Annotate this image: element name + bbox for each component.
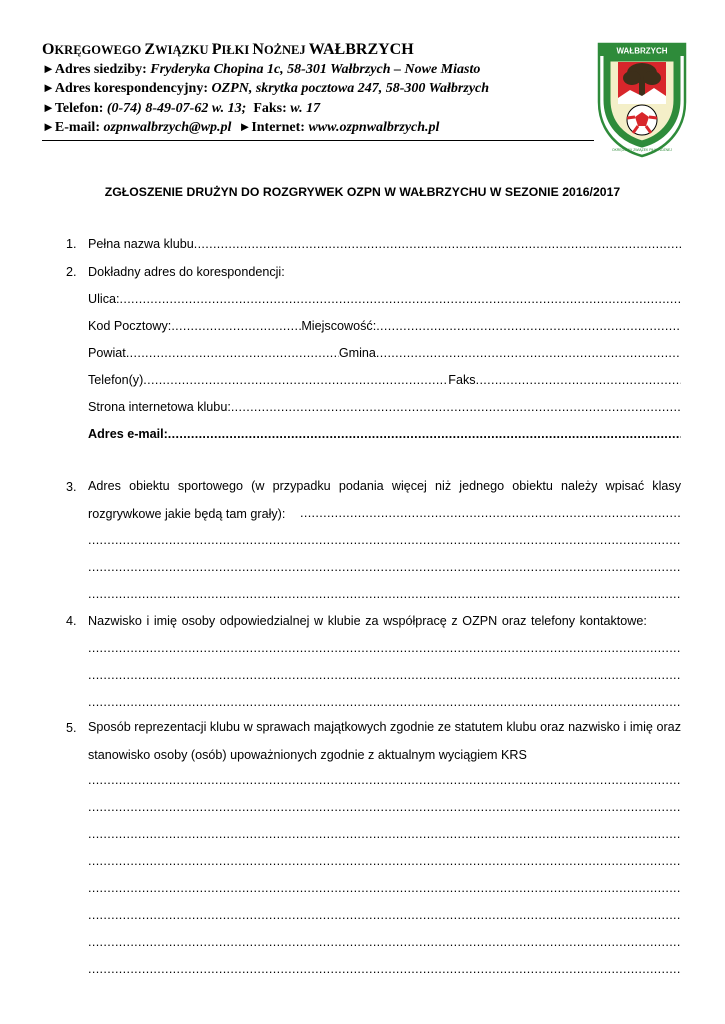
arrow-bullet-icon: ► [42, 60, 55, 76]
website-link[interactable]: www.ozpnwalbrzych.pl [308, 120, 440, 135]
arrow-bullet-icon: ► [42, 80, 55, 95]
fill-line[interactable] [126, 343, 339, 363]
fill-line[interactable] [376, 343, 681, 363]
item-number: 3. [66, 480, 77, 494]
contact-field[interactable] [88, 692, 681, 712]
contact-field[interactable] [88, 665, 681, 685]
fill-line[interactable] [88, 824, 681, 844]
fill-line[interactable] [88, 665, 681, 685]
email-field[interactable]: Adres e-mail: ..... [88, 424, 681, 444]
representation-field[interactable] [88, 878, 681, 898]
org-name: OKRĘGOWEGO ZWIĄZKU PIŁKI NOŻNEJ WAŁBRZYCH [42, 41, 414, 58]
club-name-field[interactable]: Pełna nazwa klubu ..... [88, 234, 681, 254]
item-number: 4. [66, 614, 77, 628]
form-title: ZGŁOSZENIE DRUŻYN DO ROZGRYWEK OZPN W WAŁBRZYCHU W SEZONIE 2016/2017 [104, 185, 621, 199]
representation-field[interactable] [88, 905, 681, 925]
representation-field[interactable] [88, 770, 681, 790]
facility-field[interactable] [88, 584, 681, 604]
item-number: 5. [66, 721, 77, 735]
logo-ring-text: OKRĘGOWY ZWIĄZEK PIŁKI NOŻNEJ [611, 148, 673, 152]
item-number: 1. [66, 237, 77, 251]
fill-line[interactable] [88, 530, 681, 550]
facility-field[interactable] [300, 503, 681, 523]
fill-line[interactable] [88, 959, 681, 979]
representation-field[interactable] [88, 932, 681, 952]
arrow-bullet-icon: ► [42, 99, 55, 115]
email-link[interactable]: ozpnwalbrzych@wp.pl [103, 120, 232, 135]
fill-line[interactable] [120, 289, 682, 309]
address-line: ►Adres siedziby: Fryderyka Chopina 1c, 58-301 Wałbrzych – Nowe Miasto [42, 60, 481, 77]
representation-field[interactable] [88, 824, 681, 844]
sports-facility-question: Adres obiektu sportowego (w przypadku podania więcej niż jednego obiektu należy wpisać klasy rozgrywkowe jakie będą tam grały): [88, 479, 681, 521]
fill-line[interactable] [88, 584, 681, 604]
ozpn-crest-logo [596, 40, 688, 158]
fill-line[interactable] [376, 316, 681, 336]
fill-line[interactable] [88, 557, 681, 577]
arrow-bullet-icon: ► [42, 119, 55, 134]
website-field[interactable]: Strona internetowa klubu: ..... [88, 397, 681, 417]
fill-line[interactable] [88, 692, 681, 712]
facility-field[interactable] [88, 530, 681, 550]
phone-fax-field[interactable]: Telefon(y) ..... Faks ..... [88, 370, 681, 390]
representation-field[interactable] [88, 959, 681, 979]
fill-line[interactable] [88, 878, 681, 898]
fill-line[interactable] [476, 370, 681, 390]
arrow-bullet-icon: ► [238, 119, 252, 134]
phone-line: ►Telefon: (0-74) 8-49-07-62 w. 13; Faks: w. 17 [42, 99, 321, 116]
fill-line[interactable] [171, 316, 301, 336]
fill-line[interactable] [88, 932, 681, 952]
fill-line[interactable] [88, 851, 681, 871]
postal-city-field[interactable]: Kod Pocztowy: ..... Miejscowość: ..... [88, 316, 681, 336]
item-number: 2. [66, 265, 77, 279]
fill-line[interactable] [300, 503, 681, 523]
representation-field[interactable] [88, 851, 681, 871]
fill-line[interactable] [88, 797, 681, 817]
letterhead [42, 41, 594, 141]
facility-field[interactable] [88, 557, 681, 577]
fill-line[interactable] [88, 770, 681, 790]
correspondence-line: ►Adres korespondencyjny: OZPN, skrytka pocztowa 247, 58-300 Wałbrzych [42, 80, 490, 96]
contact-person-question: Nazwisko i imię osoby odpowiedzialnej w klubie za współpracę z OZPN oraz telefony kontaktowe: [88, 614, 647, 628]
fill-line[interactable] [231, 397, 681, 417]
fill-line[interactable] [88, 638, 681, 658]
fill-line[interactable] [88, 905, 681, 925]
representation-field[interactable] [88, 797, 681, 817]
representation-question: Sposób reprezentacji klubu w sprawach majątkowych zgodnie ze statutem klubu oraz nazwisko i imię oraz stanowisko osoby (osób) upoważnionych zgodnie z aktualnym wyciągiem KRS [88, 720, 681, 762]
fill-line[interactable] [168, 424, 681, 444]
county-commune-field[interactable]: Powiat ..... Gmina ..... [88, 343, 681, 363]
fill-line[interactable] [143, 370, 448, 390]
logo-top-text: WAŁBRZYCH [616, 46, 668, 56]
email-line: ►E-mail: ozpnwalbrzych@wp.pl ►Internet: www.ozpnwalbrzych.pl [42, 119, 440, 135]
fill-line[interactable] [194, 234, 681, 254]
contact-field[interactable] [88, 638, 681, 658]
address-heading: Dokładny adres do korespondencji: [88, 265, 285, 279]
street-field[interactable]: Ulica: ..... [88, 289, 681, 309]
